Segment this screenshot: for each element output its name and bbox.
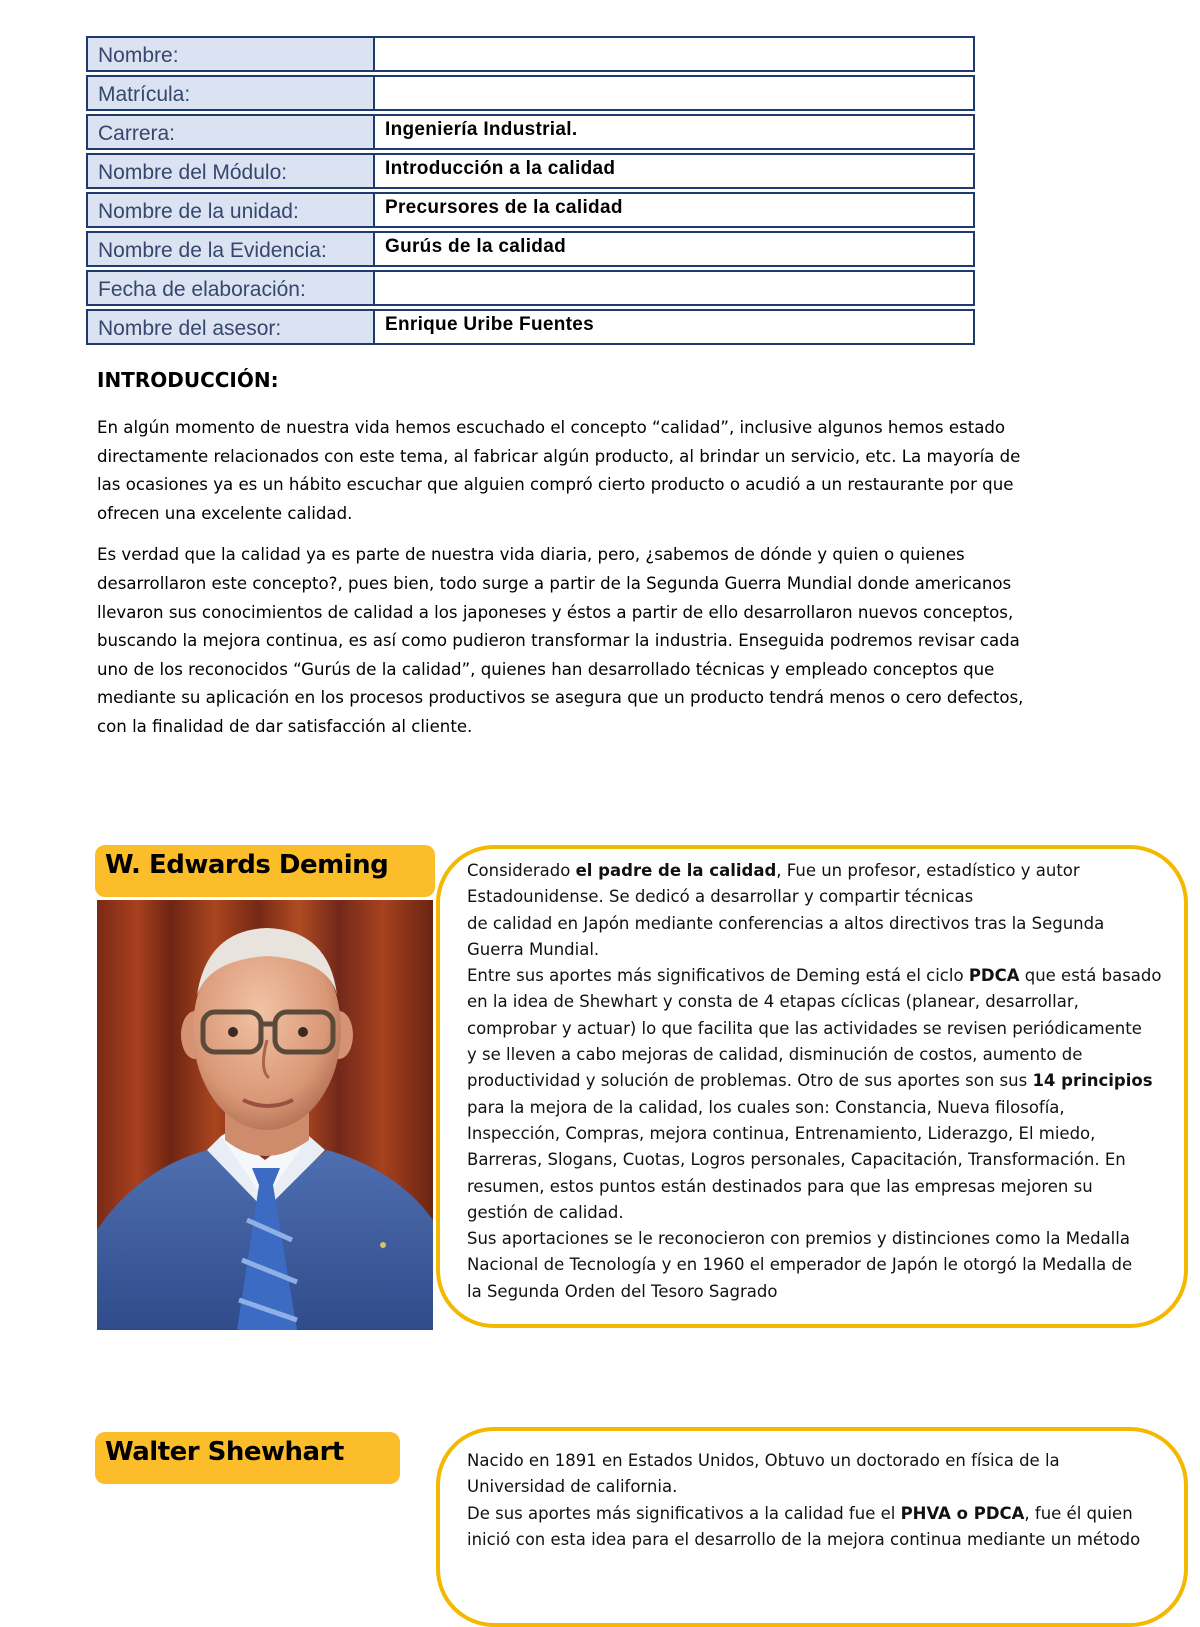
info-label: Fecha de elaboración: [86, 270, 374, 306]
text-run: inició con esta idea para el desarrollo de la mejora continua mediante un método [467, 1529, 1141, 1549]
shewhart-name-tag: Walter Shewhart [95, 1432, 400, 1484]
description-line [467, 1068, 1162, 1094]
info-value [374, 75, 975, 111]
description-line [467, 1042, 1162, 1068]
shewhart-description [467, 1448, 1140, 1553]
info-value: Introducción a la calidad [374, 153, 975, 189]
text-run: Entre sus aportes más significativos de Deming está el ciclo [467, 966, 969, 986]
description-line [467, 1200, 1162, 1226]
deming-portrait [97, 900, 433, 1330]
description-line [467, 1448, 1140, 1474]
intro-paragraph-1: En algún momento de nuestra vida hemos escuchado el concepto “calidad”, inclusive algunos hemos estado directamente relacionados con este tema, al fabricar algún producto, al brindar un servicio, etc. La mayoría de las ocasiones ya es un hábito escuchar que alguien compró cierto producto o acudió a un restaurante por que ofrecen una excelente calidad. [97, 418, 1021, 523]
text-run: Guerra Mundial. [467, 939, 600, 959]
text-run: Nacional de Tecnología y en 1960 el emperador de Japón le otorgó la Medalla de [467, 1255, 1133, 1275]
description-line [467, 1174, 1162, 1200]
description-line [467, 1252, 1162, 1278]
info-value: Precursores de la calidad [374, 192, 975, 228]
info-row [86, 309, 975, 345]
text-run: comprobar y actuar) lo que facilita que las actividades se revisen periódicamente [467, 1018, 1142, 1038]
text-run: , fue él quien [1024, 1503, 1133, 1523]
info-table-body [86, 36, 975, 345]
info-value: Gurús de la calidad [374, 231, 975, 267]
deming-portrait-illustration [97, 900, 433, 1330]
text-run: productividad y solución de problemas. Otro de sus aportes son sus [467, 1071, 1033, 1091]
info-row [86, 36, 975, 72]
text-run: gestión de calidad. [467, 1202, 624, 1222]
description-line [467, 1016, 1162, 1042]
description-line [467, 884, 1162, 910]
description-line [467, 1501, 1140, 1527]
text-run: Barreras, Slogans, Cuotas, Logros personales, Capacitación, Transformación. En [467, 1150, 1126, 1170]
description-line [467, 937, 1162, 963]
info-label: Nombre de la Evidencia: [86, 231, 374, 267]
introduction-title: INTRODUCCIÓN: [97, 368, 279, 392]
info-label: Nombre de la unidad: [86, 192, 374, 228]
description-line [467, 1095, 1162, 1121]
text-run: que está basado [1019, 966, 1162, 986]
info-row [86, 192, 975, 228]
text-run: en la idea de Shewhart y consta de 4 etapas cíclicas (planear, desarrollar, [467, 992, 1079, 1012]
description-line [467, 989, 1162, 1015]
text-run: Sus aportaciones se le reconocieron con premios y distinciones como la Medalla [467, 1229, 1130, 1249]
description-line [467, 1474, 1140, 1500]
text-run: para la mejora de la calidad, los cuales son: Constancia, Nueva filosofía, [467, 1097, 1065, 1117]
description-line [467, 1226, 1162, 1252]
intro-paragraph-2: Es verdad que la calidad ya es parte de nuestra vida diaria, pero, ¿sabemos de dónde y quien o quienes desarrollaron este concepto?, pues bien, todo surge a partir de la Segunda Guerra Mundial donde americanos llevaron sus conocimientos de calidad a los japoneses y éstos a partir de ello desarrollaron nuevos conceptos, buscando la mejora continua, es así como pudieron transformar la industria. Enseguida podremos revisar cada uno de los reconocidos “Gurús de la calidad”, quienes han desarrollado técnicas y empleado conceptos que mediante su aplicación en los procesos productivos se asegura que un producto tendrá menos o cero defectos, con la finalidad de dar satisfacción al cliente. [97, 545, 1024, 736]
text-run: Estadounidense. Se dedicó a desarrollar y compartir técnicas [467, 887, 974, 907]
info-label: Nombre: [86, 36, 374, 72]
info-row [86, 270, 975, 306]
text-run: De sus aportes más significativos a la calidad fue el [467, 1503, 901, 1523]
text-run: , Fue un profesor, estadístico y autor [776, 861, 1080, 880]
deming-name-tag: W. Edwards Deming [95, 845, 435, 897]
info-row [86, 75, 975, 111]
description-line [467, 1121, 1162, 1147]
description-line [467, 963, 1162, 989]
text-run: y se lleven a cabo mejoras de calidad, disminución de costos, aumento de [467, 1045, 1083, 1065]
text-run: Nacido en 1891 en Estados Unidos, Obtuvo un doctorado en física de la [467, 1451, 1060, 1470]
description-line [467, 858, 1162, 884]
info-label: Carrera: [86, 114, 374, 150]
text-run: resumen, estos puntos están destinados para que las empresas mejoren su [467, 1176, 1093, 1196]
bold-text: el padre de la calidad [575, 861, 777, 880]
info-value [374, 270, 975, 306]
description-line [467, 1279, 1162, 1305]
description-line [467, 1527, 1140, 1553]
deming-description [467, 858, 1162, 1305]
info-value: Enrique Uribe Fuentes [374, 309, 975, 345]
text-run: Inspección, Compras, mejora continua, Entrenamiento, Liderazgo, El miedo, [467, 1123, 1096, 1143]
bold-text: PDCA [968, 966, 1020, 986]
info-label: Nombre del asesor: [86, 309, 374, 345]
info-label: Nombre del Módulo: [86, 153, 374, 189]
text-run: Universidad de california. [467, 1477, 678, 1497]
info-label: Matrícula: [86, 75, 374, 111]
text-run: la Segunda Orden del Tesoro Sagrado [467, 1281, 778, 1301]
text-run: Considerado [467, 861, 576, 880]
description-line [467, 1147, 1162, 1173]
description-line [467, 911, 1162, 937]
info-row [86, 153, 975, 189]
info-value [374, 36, 975, 72]
info-row [86, 114, 975, 150]
student-info-table [86, 33, 975, 348]
info-value: Ingeniería Industrial. [374, 114, 975, 150]
introduction-text [97, 414, 1047, 755]
info-row [86, 231, 975, 267]
bold-text: PHVA o PDCA [900, 1503, 1025, 1523]
text-run: de calidad en Japón mediante conferencias a altos directivos tras la Segunda [467, 913, 1105, 933]
bold-text: 14 principios [1032, 1071, 1153, 1091]
